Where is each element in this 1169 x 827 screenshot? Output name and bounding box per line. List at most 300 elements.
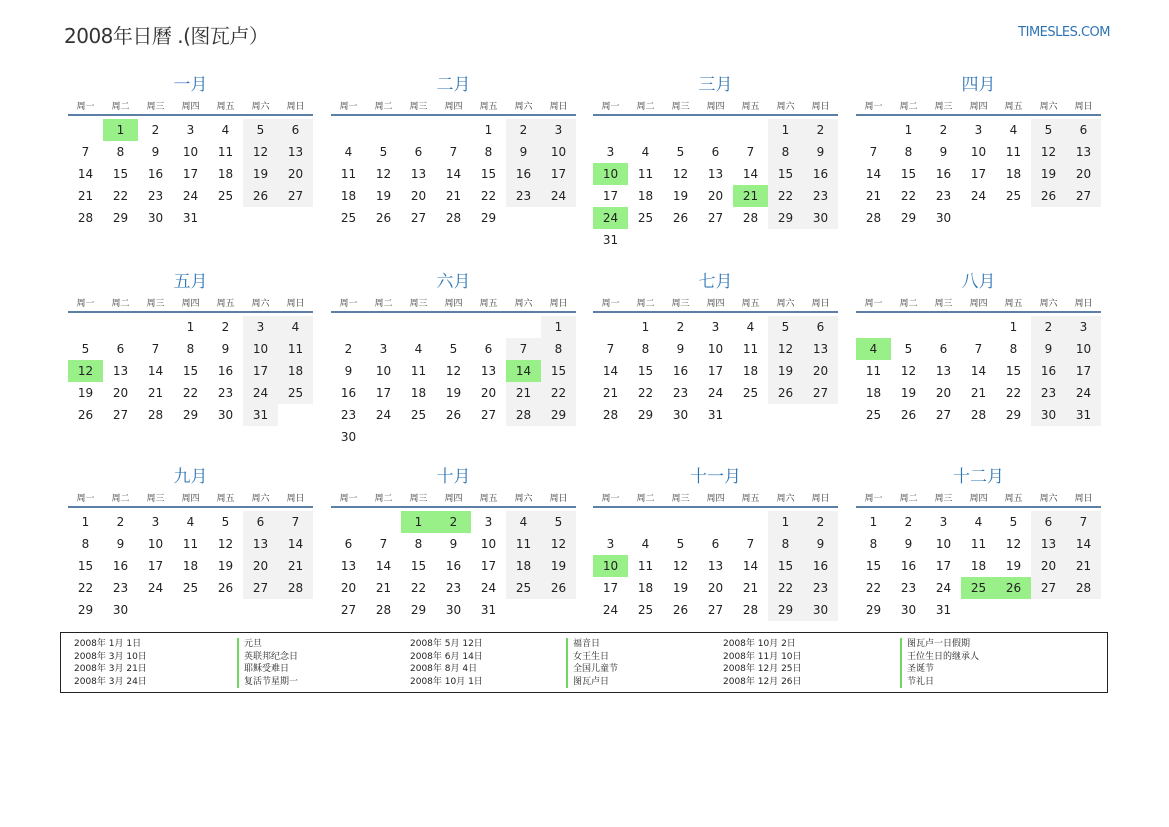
empty-cell [436, 119, 471, 141]
weekday-label: 周一 [76, 298, 95, 309]
weekday-label: 周四 [444, 298, 463, 309]
day-cell: 16 [1031, 360, 1066, 382]
weekday-label: 周六 [1039, 298, 1058, 309]
month-name: 三月 [698, 75, 733, 95]
day-cell: 22 [1005, 386, 1022, 400]
weekday-label: 周二 [899, 493, 918, 504]
legend-holiday-name: 王位生日的继承人 [900, 651, 979, 664]
empty-cell [733, 119, 768, 141]
weekday-label: 周日 [286, 101, 305, 112]
site-link[interactable]: TIMESLES.COM [1018, 25, 1110, 40]
day-cell: 30 [1031, 404, 1066, 426]
day-cell: 25 [1005, 189, 1022, 203]
day-cell: 21 [77, 189, 94, 203]
legend-date: 2008年 12月 25日 [723, 664, 802, 675]
weekday-label: 周三 [409, 298, 428, 309]
legend-holiday-name: 女王生日 [566, 651, 618, 664]
holiday-day-cell: 12 [68, 360, 103, 382]
weekday-header [68, 293, 313, 313]
day-cell: 9 [506, 141, 541, 163]
day-cell: 24 [707, 386, 724, 400]
day-cell: 19 [217, 559, 234, 573]
holiday-day-cell: 1 [401, 511, 436, 533]
weekday-label: 周日 [286, 298, 305, 309]
weekday-label: 周四 [969, 298, 988, 309]
day-cell: 12 [243, 141, 278, 163]
weekday-label: 周五 [479, 493, 498, 504]
day-cell: 28 [602, 408, 619, 422]
day-cell: 16 [217, 364, 234, 378]
day-cell: 26 [768, 382, 803, 404]
day-cell: 20 [112, 386, 129, 400]
day-cell: 29 [865, 603, 882, 617]
month-block [68, 466, 313, 621]
day-cell: 17 [480, 559, 497, 573]
day-cell: 25 [637, 211, 654, 225]
weekday-label: 周五 [216, 298, 235, 309]
legend-date: 2008年 11月 10日 [723, 651, 802, 662]
day-cell: 6 [803, 316, 838, 338]
day-cell: 8 [768, 533, 803, 555]
day-cell: 10 [182, 145, 199, 159]
day-cell: 17 [602, 189, 619, 203]
weekday-label: 周六 [776, 493, 795, 504]
day-cell: 24 [243, 382, 278, 404]
day-cell: 28 [506, 404, 541, 426]
day-cell: 27 [1066, 185, 1101, 207]
day-cell: 22 [900, 189, 917, 203]
day-cell: 23 [445, 581, 462, 595]
legend-holiday-name: 圣诞节 [900, 663, 979, 676]
day-cell: 25 [217, 189, 234, 203]
day-cell: 15 [865, 559, 882, 573]
legend-date: 2008年 3月 24日 [74, 676, 147, 687]
day-cell: 28 [742, 603, 759, 617]
legend-dates-col-1 [74, 638, 147, 688]
day-cell: 5 [81, 342, 90, 356]
day-cell: 2 [151, 123, 160, 137]
day-grid [68, 119, 313, 229]
day-cell: 30 [147, 211, 164, 225]
month-block [856, 74, 1101, 229]
day-cell: 18 [742, 364, 759, 378]
day-cell: 6 [414, 145, 423, 159]
weekday-header [856, 488, 1101, 508]
day-cell: 19 [1005, 559, 1022, 573]
legend-holiday-name: 福音日 [566, 638, 618, 651]
day-cell: 23 [147, 189, 164, 203]
month-name: 九月 [173, 467, 208, 487]
day-cell: 31 [182, 211, 199, 225]
day-cell: 29 [900, 211, 917, 225]
weekday-label: 周日 [549, 493, 568, 504]
month-name: 四月 [961, 75, 996, 95]
day-cell: 13 [803, 338, 838, 360]
day-cell: 5 [449, 342, 458, 356]
holiday-day-cell: 4 [856, 338, 891, 360]
empty-cell [436, 316, 471, 338]
empty-cell [471, 316, 506, 338]
legend-holiday-name: 耶稣受难日 [237, 663, 298, 676]
empty-cell [138, 316, 173, 338]
holiday-day-cell: 24 [593, 207, 628, 229]
empty-cell [926, 316, 961, 338]
day-cell: 28 [742, 211, 759, 225]
weekday-label: 周一 [601, 493, 620, 504]
day-cell: 6 [116, 342, 125, 356]
weekday-label: 周日 [286, 493, 305, 504]
day-cell: 31 [602, 233, 619, 247]
day-cell: 23 [112, 581, 129, 595]
day-cell: 19 [1031, 163, 1066, 185]
day-cell: 16 [340, 386, 357, 400]
weekday-label: 周三 [409, 493, 428, 504]
weekday-label: 周五 [741, 493, 760, 504]
day-cell: 11 [506, 533, 541, 555]
day-cell: 13 [1031, 533, 1066, 555]
day-cell: 9 [803, 141, 838, 163]
day-cell: 28 [278, 577, 313, 599]
legend-holiday-name: 图瓦卢一日假期 [900, 638, 979, 651]
weekday-label: 周四 [969, 493, 988, 504]
day-cell: 5 [541, 511, 576, 533]
day-cell: 18 [865, 386, 882, 400]
day-cell: 2 [116, 515, 125, 529]
day-cell: 18 [410, 386, 427, 400]
day-cell: 21 [506, 382, 541, 404]
weekday-label: 周三 [146, 493, 165, 504]
day-cell: 8 [904, 145, 913, 159]
day-cell: 10 [1066, 338, 1101, 360]
day-cell: 27 [1031, 577, 1066, 599]
day-cell: 1 [904, 123, 913, 137]
day-cell: 22 [410, 581, 427, 595]
weekday-label: 周二 [899, 298, 918, 309]
day-cell: 27 [480, 408, 497, 422]
day-cell: 11 [410, 364, 427, 378]
weekday-label: 周六 [514, 298, 533, 309]
day-cell: 18 [340, 189, 357, 203]
day-cell: 24 [602, 603, 619, 617]
day-cell: 21 [970, 386, 987, 400]
day-cell: 15 [768, 163, 803, 185]
day-cell: 7 [1066, 511, 1101, 533]
day-cell: 1 [484, 123, 493, 137]
day-cell: 30 [803, 599, 838, 621]
day-cell: 2 [221, 320, 230, 334]
day-cell: 27 [278, 185, 313, 207]
month-name: 六月 [436, 272, 471, 292]
day-cell: 30 [803, 207, 838, 229]
day-cell: 19 [243, 163, 278, 185]
day-cell: 23 [935, 189, 952, 203]
empty-cell [506, 316, 541, 338]
day-cell: 10 [970, 145, 987, 159]
day-cell: 23 [217, 386, 234, 400]
day-cell: 2 [344, 342, 353, 356]
holiday-day-cell: 10 [593, 555, 628, 577]
day-cell: 24 [935, 581, 952, 595]
day-cell: 22 [637, 386, 654, 400]
day-cell: 23 [506, 185, 541, 207]
day-cell: 11 [865, 364, 882, 378]
day-cell: 5 [243, 119, 278, 141]
month-block [68, 74, 313, 229]
day-cell: 21 [445, 189, 462, 203]
day-grid [331, 511, 576, 621]
day-cell: 16 [672, 364, 689, 378]
weekday-label: 周四 [181, 493, 200, 504]
weekday-label: 周三 [671, 493, 690, 504]
day-grid [331, 316, 576, 448]
month-name: 七月 [698, 272, 733, 292]
day-cell: 28 [147, 408, 164, 422]
day-cell: 16 [147, 167, 164, 181]
day-cell: 24 [1066, 382, 1101, 404]
weekday-label: 周五 [1004, 493, 1023, 504]
day-cell: 8 [186, 342, 195, 356]
day-grid [856, 511, 1101, 621]
day-cell: 5 [1031, 119, 1066, 141]
day-cell: 29 [182, 408, 199, 422]
day-cell: 5 [676, 537, 685, 551]
day-cell: 2 [939, 123, 948, 137]
day-grid [593, 511, 838, 621]
day-cell: 4 [746, 320, 755, 334]
month-block [856, 271, 1101, 426]
day-cell: 22 [182, 386, 199, 400]
empty-cell [733, 511, 768, 533]
day-cell: 2 [803, 119, 838, 141]
day-cell: 8 [869, 537, 878, 551]
day-cell: 7 [606, 342, 615, 356]
weekday-label: 周四 [444, 101, 463, 112]
day-cell: 8 [641, 342, 650, 356]
day-cell: 18 [506, 555, 541, 577]
empty-cell [331, 511, 366, 533]
day-cell: 7 [278, 511, 313, 533]
weekday-label: 周三 [934, 101, 953, 112]
day-cell: 7 [449, 145, 458, 159]
day-grid [856, 119, 1101, 229]
day-cell: 3 [1066, 316, 1101, 338]
day-cell: 24 [970, 189, 987, 203]
day-cell: 4 [641, 145, 650, 159]
day-cell: 21 [865, 189, 882, 203]
day-cell: 4 [974, 515, 983, 529]
weekday-label: 周四 [181, 101, 200, 112]
legend-holiday-name: 节礼日 [900, 676, 979, 689]
legend-date: 2008年 3月 10日 [74, 651, 147, 662]
day-cell: 11 [340, 167, 357, 181]
weekday-label: 周六 [251, 101, 270, 112]
month-block [593, 466, 838, 621]
month-name: 八月 [961, 272, 996, 292]
day-cell: 19 [541, 555, 576, 577]
day-cell: 16 [803, 555, 838, 577]
weekday-label: 周四 [444, 493, 463, 504]
day-cell: 31 [707, 408, 724, 422]
day-cell: 3 [484, 515, 493, 529]
day-cell: 13 [707, 559, 724, 573]
day-cell: 20 [410, 189, 427, 203]
empty-cell [593, 119, 628, 141]
day-cell: 12 [1005, 537, 1022, 551]
day-cell: 20 [243, 555, 278, 577]
weekday-label: 周二 [111, 101, 130, 112]
month-block [331, 74, 576, 229]
day-cell: 14 [278, 533, 313, 555]
day-cell: 14 [602, 364, 619, 378]
day-cell: 27 [112, 408, 129, 422]
legend-date: 2008年 6月 14日 [410, 651, 483, 662]
day-cell: 20 [1066, 163, 1101, 185]
day-cell: 9 [151, 145, 160, 159]
day-cell: 3 [243, 316, 278, 338]
day-cell: 21 [147, 386, 164, 400]
day-cell: 9 [1031, 338, 1066, 360]
day-cell: 5 [904, 342, 913, 356]
day-cell: 11 [1005, 145, 1022, 159]
holiday-day-cell: 2 [436, 511, 471, 533]
weekday-header [856, 293, 1101, 313]
empty-cell [401, 119, 436, 141]
day-cell: 25 [410, 408, 427, 422]
weekday-label: 周三 [146, 298, 165, 309]
day-cell: 15 [1005, 364, 1022, 378]
day-cell: 15 [768, 555, 803, 577]
legend-date: 2008年 3月 21日 [74, 664, 147, 675]
day-cell: 9 [939, 145, 948, 159]
day-cell: 29 [1005, 408, 1022, 422]
day-cell: 24 [147, 581, 164, 595]
day-cell: 18 [637, 189, 654, 203]
day-cell: 19 [672, 189, 689, 203]
day-grid [68, 316, 313, 426]
empty-cell [331, 316, 366, 338]
day-cell: 4 [344, 145, 353, 159]
day-cell: 12 [900, 364, 917, 378]
month-block [593, 271, 838, 426]
empty-cell [698, 119, 733, 141]
day-cell: 12 [217, 537, 234, 551]
day-cell: 20 [707, 189, 724, 203]
day-cell: 17 [375, 386, 392, 400]
weekday-label: 周三 [409, 101, 428, 112]
day-cell: 12 [375, 167, 392, 181]
month-name: 十月 [436, 467, 471, 487]
day-cell: 16 [935, 167, 952, 181]
day-cell: 30 [112, 603, 129, 617]
day-cell: 15 [410, 559, 427, 573]
day-cell: 11 [637, 167, 654, 181]
day-cell: 8 [414, 537, 423, 551]
month-name: 二月 [436, 75, 471, 95]
day-cell: 4 [506, 511, 541, 533]
day-cell: 31 [1066, 404, 1101, 426]
day-cell: 9 [803, 533, 838, 555]
day-grid [68, 511, 313, 621]
holiday-day-cell: 26 [996, 577, 1031, 599]
weekday-label: 周二 [374, 101, 393, 112]
day-cell: 6 [278, 119, 313, 141]
month-block [68, 271, 313, 426]
weekday-label: 周三 [934, 493, 953, 504]
month-block [593, 74, 838, 251]
weekday-label: 周二 [636, 101, 655, 112]
day-cell: 22 [768, 577, 803, 599]
day-cell: 30 [900, 603, 917, 617]
day-cell: 27 [935, 408, 952, 422]
day-cell: 22 [865, 581, 882, 595]
day-cell: 5 [1009, 515, 1018, 529]
day-cell: 1 [1009, 320, 1018, 334]
day-cell: 11 [742, 342, 759, 356]
day-cell: 19 [900, 386, 917, 400]
day-cell: 3 [606, 537, 615, 551]
day-cell: 6 [1066, 119, 1101, 141]
holiday-legend [60, 632, 1108, 693]
day-cell: 26 [77, 408, 94, 422]
day-cell: 14 [865, 167, 882, 181]
month-name: 一月 [173, 75, 208, 95]
day-cell: 25 [340, 211, 357, 225]
legend-date: 2008年 10月 1日 [410, 676, 483, 687]
day-cell: 19 [672, 581, 689, 595]
day-cell: 24 [480, 581, 497, 595]
weekday-label: 周二 [899, 101, 918, 112]
holiday-day-cell: 10 [593, 163, 628, 185]
day-cell: 23 [1031, 382, 1066, 404]
day-cell: 18 [182, 559, 199, 573]
day-cell: 4 [641, 537, 650, 551]
day-cell: 30 [217, 408, 234, 422]
day-cell: 22 [768, 185, 803, 207]
day-cell: 10 [707, 342, 724, 356]
empty-cell [366, 511, 401, 533]
month-name: 十二月 [953, 467, 1004, 487]
day-cell: 28 [1066, 577, 1101, 599]
day-cell: 8 [116, 145, 125, 159]
weekday-header [331, 293, 576, 313]
day-cell: 4 [414, 342, 423, 356]
day-cell: 9 [449, 537, 458, 551]
day-cell: 28 [375, 603, 392, 617]
day-cell: 6 [344, 537, 353, 551]
day-cell: 20 [707, 581, 724, 595]
day-cell: 16 [803, 163, 838, 185]
legend-holiday-name: 复活节星期一 [237, 676, 298, 689]
day-cell: 20 [935, 386, 952, 400]
day-cell: 15 [112, 167, 129, 181]
weekday-label: 周四 [969, 101, 988, 112]
day-cell: 9 [344, 364, 353, 378]
day-cell: 12 [1031, 141, 1066, 163]
weekday-label: 周五 [479, 298, 498, 309]
empty-cell [856, 316, 891, 338]
day-cell: 21 [1066, 555, 1101, 577]
day-cell: 24 [541, 185, 576, 207]
weekday-label: 周六 [1039, 493, 1058, 504]
day-cell: 1 [768, 511, 803, 533]
day-cell: 22 [480, 189, 497, 203]
day-cell: 25 [637, 603, 654, 617]
legend-holiday-name: 元旦 [237, 638, 298, 651]
weekday-label: 周一 [76, 493, 95, 504]
day-cell: 13 [112, 364, 129, 378]
empty-cell [663, 511, 698, 533]
weekday-label: 周五 [216, 101, 235, 112]
